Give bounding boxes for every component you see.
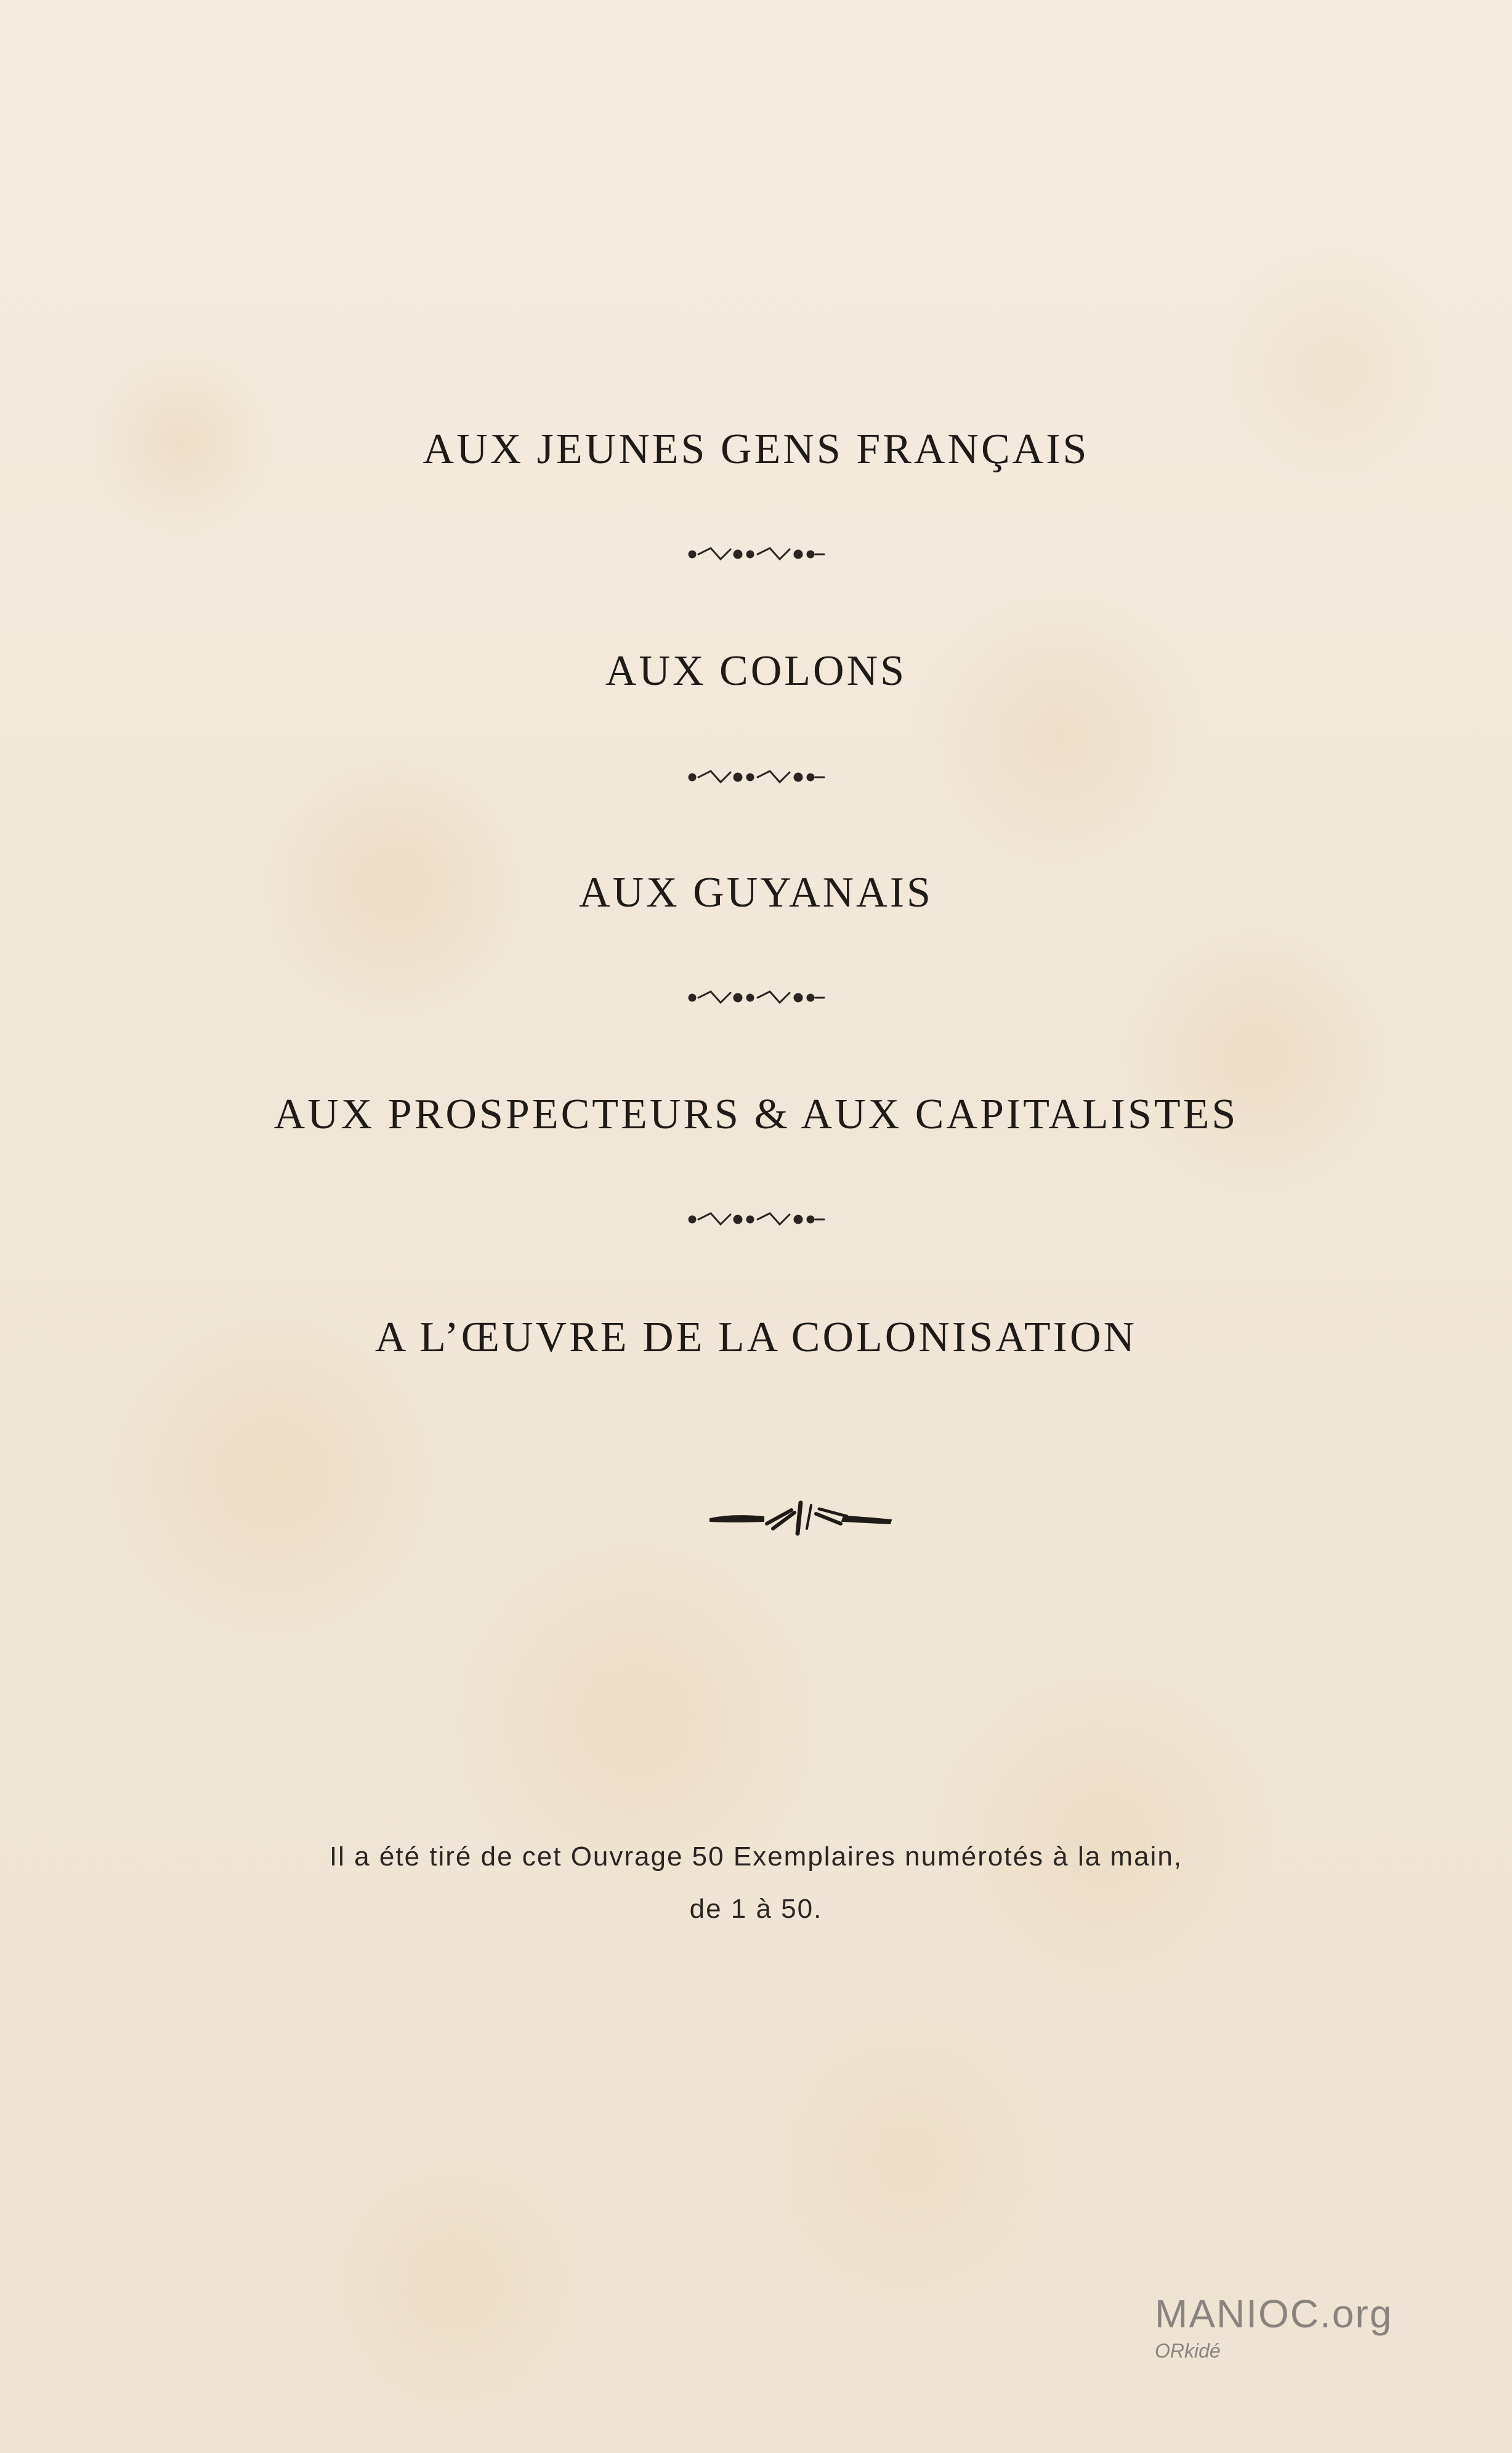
dedication-young-french: AUX JEUNES GENS FRANÇAIS [422, 426, 1090, 473]
floral-dash-ornament-icon [685, 765, 827, 790]
dedication-guyanese: AUX GUYANAIS [579, 869, 933, 916]
dedication-colonisation-work: A L’ŒUVRE DE LA COLONISATION [374, 1314, 1138, 1361]
fan-tailpiece-ornament-icon [705, 1497, 896, 1540]
watermark-sub: ORkidé [1155, 2340, 1221, 2362]
manioc-watermark [1155, 2294, 1393, 2362]
edition-note-line-1: Il a été tiré de cet Ouvrage 50 Exemplaires numérotés à la main, [329, 1841, 1183, 1872]
dedication-prospectors-capitalists: AUX PROSPECTEURS & AUX CAPITALISTES [273, 1091, 1239, 1138]
edition-note-line-2: de 1 à 50. [689, 1894, 823, 1924]
watermark-main: MANIOC.org [1155, 2292, 1393, 2336]
floral-dash-ornament-icon [685, 985, 827, 1010]
floral-dash-ornament-icon [685, 1207, 827, 1232]
dedication-colonists: AUX COLONS [605, 647, 907, 695]
floral-dash-ornament-icon [685, 542, 827, 567]
